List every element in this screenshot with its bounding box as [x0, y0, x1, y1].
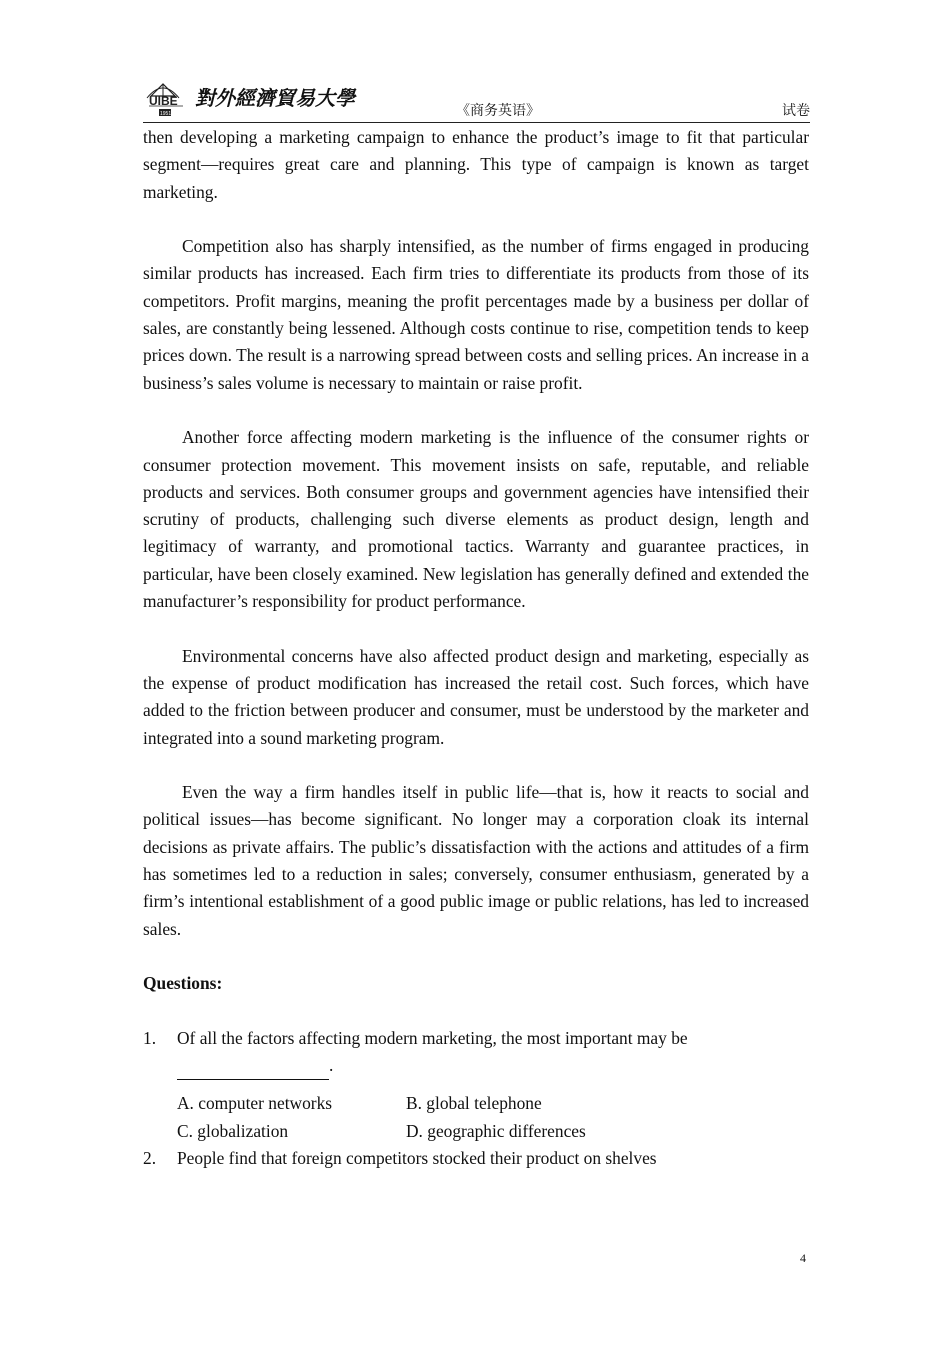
- option-b: B. global telephone: [406, 1093, 542, 1114]
- passage-body: [143, 124, 809, 1172]
- doc-type: 试卷: [782, 104, 810, 119]
- question-stem: People find that foreign competitors stocked their product on shelves: [177, 1147, 657, 1168]
- paragraph: Competition also has sharply intensified, as the number of firms engaged in producing similar products has increased. Each firm tries to differentiate its products from those of its competitors. Profit margins, meaning the profit percentages made by a business per dollar of sales, are constantly being lessened. Although costs continue to rise, competition tends to keep prices down. The result is a narrowing spread between costs and selling prices. An increase in a business’s sales volume is necessary to maintain or raise profit.: [143, 236, 809, 393]
- page-header: [143, 74, 810, 123]
- logo-year: 1951: [160, 111, 172, 117]
- university-name: 對外經濟貿易大學: [195, 86, 355, 110]
- option-row: [177, 1118, 809, 1145]
- question-number: 2.: [143, 1147, 157, 1168]
- option-c: C. globalization: [177, 1120, 289, 1141]
- question-1: [143, 1025, 809, 1081]
- paragraph: then developing a marketing campaign to enhance the product’s image to fit that particular segment—requires great care and planning. This type of campaign is known as target marketing.: [143, 127, 809, 202]
- option-row: [177, 1090, 809, 1117]
- course-title: 《商务英语》: [456, 104, 540, 119]
- questions-heading: Questions:: [143, 973, 223, 994]
- logo-text: UIBE: [149, 94, 178, 108]
- question-number: 1.: [143, 1027, 157, 1048]
- question-end: .: [329, 1055, 334, 1076]
- paragraph: Even the way a firm handles itself in public life—that is, how it reacts to social and political issues—has become significant. No longer may a corporation cloak its internal decisions as private affairs. The public’s dissatisfaction with the actions and attitudes of a firm has sometimes led to a reduction in sales; conversely, consumer enthusiasm, generated by a firm’s intentional establishment of a good public image or public relations, has led to increased sales.: [143, 782, 809, 939]
- paragraph: Another force affecting modern marketing is the influence of the consumer rights or consumer protection movement. This movement insists on safe, reputable, and reliable products and services. Both consumer groups and government agencies have intensified their scrutiny of products, challenging such diverse elements as product design, length and legitimacy of warranty, and promotional tactics. Warranty and guarantee practices, in particular, have been closely examined. New legislation has generally defined and extended the manufacturer’s responsibility for product performance.: [143, 427, 809, 612]
- page-number: 4: [800, 1251, 806, 1265]
- paragraph: Environmental concerns have also affected product design and marketing, especially as the expense of product modification has increased the retail cost. Such forces, which have added to the friction between producer and consumer, must be understood by the marketer and integrated into a sound marketing program.: [143, 645, 809, 748]
- option-d: D. geographic differences: [406, 1120, 586, 1141]
- question-stem: Of all the factors affecting modern marketing, the most important may be: [177, 1027, 688, 1048]
- university-logo: [143, 78, 363, 118]
- question-2: [143, 1145, 809, 1172]
- answer-blank: [177, 1052, 329, 1080]
- option-a: A. computer networks: [177, 1093, 333, 1114]
